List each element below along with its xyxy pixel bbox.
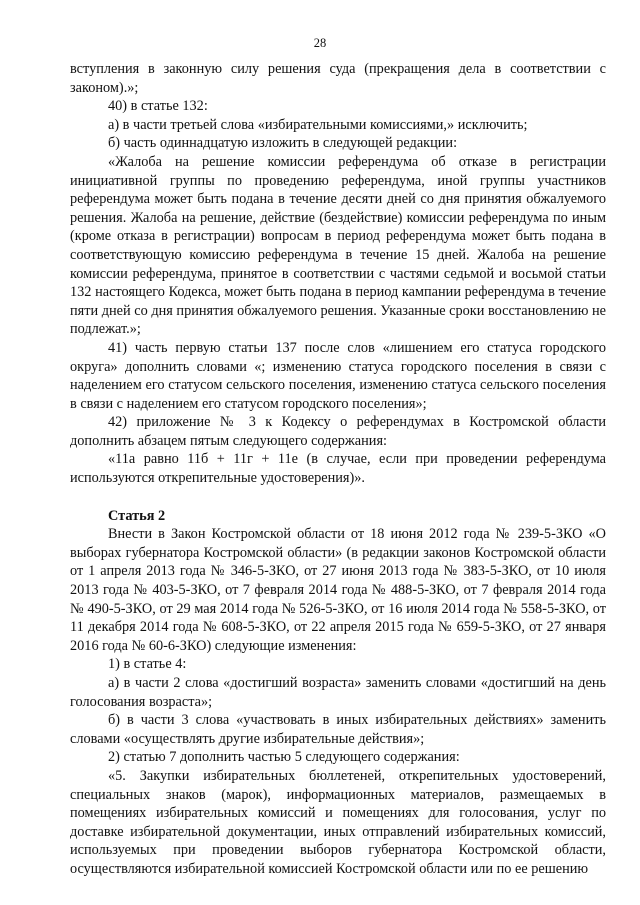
list-item: а) в части 2 слова «достигший возраста» заменить словами «достигший на день голосования возраста»;: [70, 675, 606, 710]
quoted-text: «5. Закупки избирательных бюллетеней, открепительных удостоверений, специальных знаков (марок), информационных материалов, размещаемых в помещениях избирательных комиссий и помещениях для голосования, услуг по доставке избирательной документации, иных отправлений избирательных комиссий, используемых при проведении выборов губернатора Костромской области, осуществляются избирательной комиссией Костромской области или по ее решению: [70, 767, 606, 877]
page-number: 28: [313, 36, 327, 50]
paragraph: вступления в законную силу решения суда (прекращения дела в соответствии с законом).»;: [70, 61, 606, 96]
quoted-text: «Жалоба на решение комиссии референдума об отказе в регистрации инициативной группы по проведению референдума, иной группы участников референдума может быть подана в течение десяти дней со дня принятия обжалуемого решения. Жалоба на решение, действие (бездействие) комиссии референдума по иным (кроме отказа в регистрации) вопросам в период референдума может быть подана в соответствующую комиссию референдума в течение 15 дней. Жалоба на решение комиссии референдума, принятое в соответствии с частями седьмой и восьмой статьи 132 настоящего Кодекса, может быть подана в период кампании референдума в течение пяти дней со дня принятия обжалуемого решения. Указанные сроки восстановлению не подлежат.»;: [70, 153, 606, 338]
list-item: 42) приложение № 3 к Кодексу о референдумах в Костромской области дополнить абзацем пятым следующего содержания:: [70, 414, 606, 449]
article-heading: Статья 2: [108, 507, 166, 524]
list-item: а) в части третьей слова «избирательными комиссиями,» исключить;: [108, 116, 528, 133]
list-item: 1) в статье 4:: [108, 656, 187, 673]
list-item: 41) часть первую статьи 137 после слов «лишением его статуса городского округа» дополнить словами «; изменению статуса городского поселения в связи с наделением его статусом сельского поселения, изменению статуса сельского поселения в связи с наделением его статусом городского поселения»;: [70, 339, 606, 412]
list-item: б) часть одиннадцатую изложить в следующей редакции:: [108, 135, 458, 152]
quoted-text: «11а равно 11б + 11г + 11е (в случае, если при проведении референдума используются открепительные удостоверения)».: [70, 451, 606, 487]
list-item: 2) статью 7 дополнить частью 5 следующего содержания:: [108, 749, 460, 766]
paragraph: Внести в Закон Костромской области от 18 июня 2012 года № 239-5-ЗКО «О выборах губернатора Костромской области» (в редакции законов Костромской области от 1 апреля 2013 года № 346-5-ЗКО, от 27 июня 2013 года № 383-5-ЗКО, от 10 июля 2013 года № 403-5-ЗКО, от 7 февраля 2014 года № 488-5-ЗКО, от 7 февраля 2014 года № 490-5-ЗКО, от 29 мая 2014 года № 526-5-ЗКО, от 16 июля 2014 года № 558-5-ЗКО, от 11 декабря 2014 года № 608-5-ЗКО, от 22 апреля 2015 года № 659-5-ЗКО, от 27 января 2016 года № 60-6-ЗКО) следующие изменения:: [70, 526, 606, 654]
document-body: [70, 60, 606, 879]
list-item: б) в части 3 слова «участвовать в иных избирательных действиях» заменить словами «осуществлять другие избирательные действия»;: [70, 712, 606, 747]
list-item: 40) в статье 132:: [108, 98, 208, 115]
